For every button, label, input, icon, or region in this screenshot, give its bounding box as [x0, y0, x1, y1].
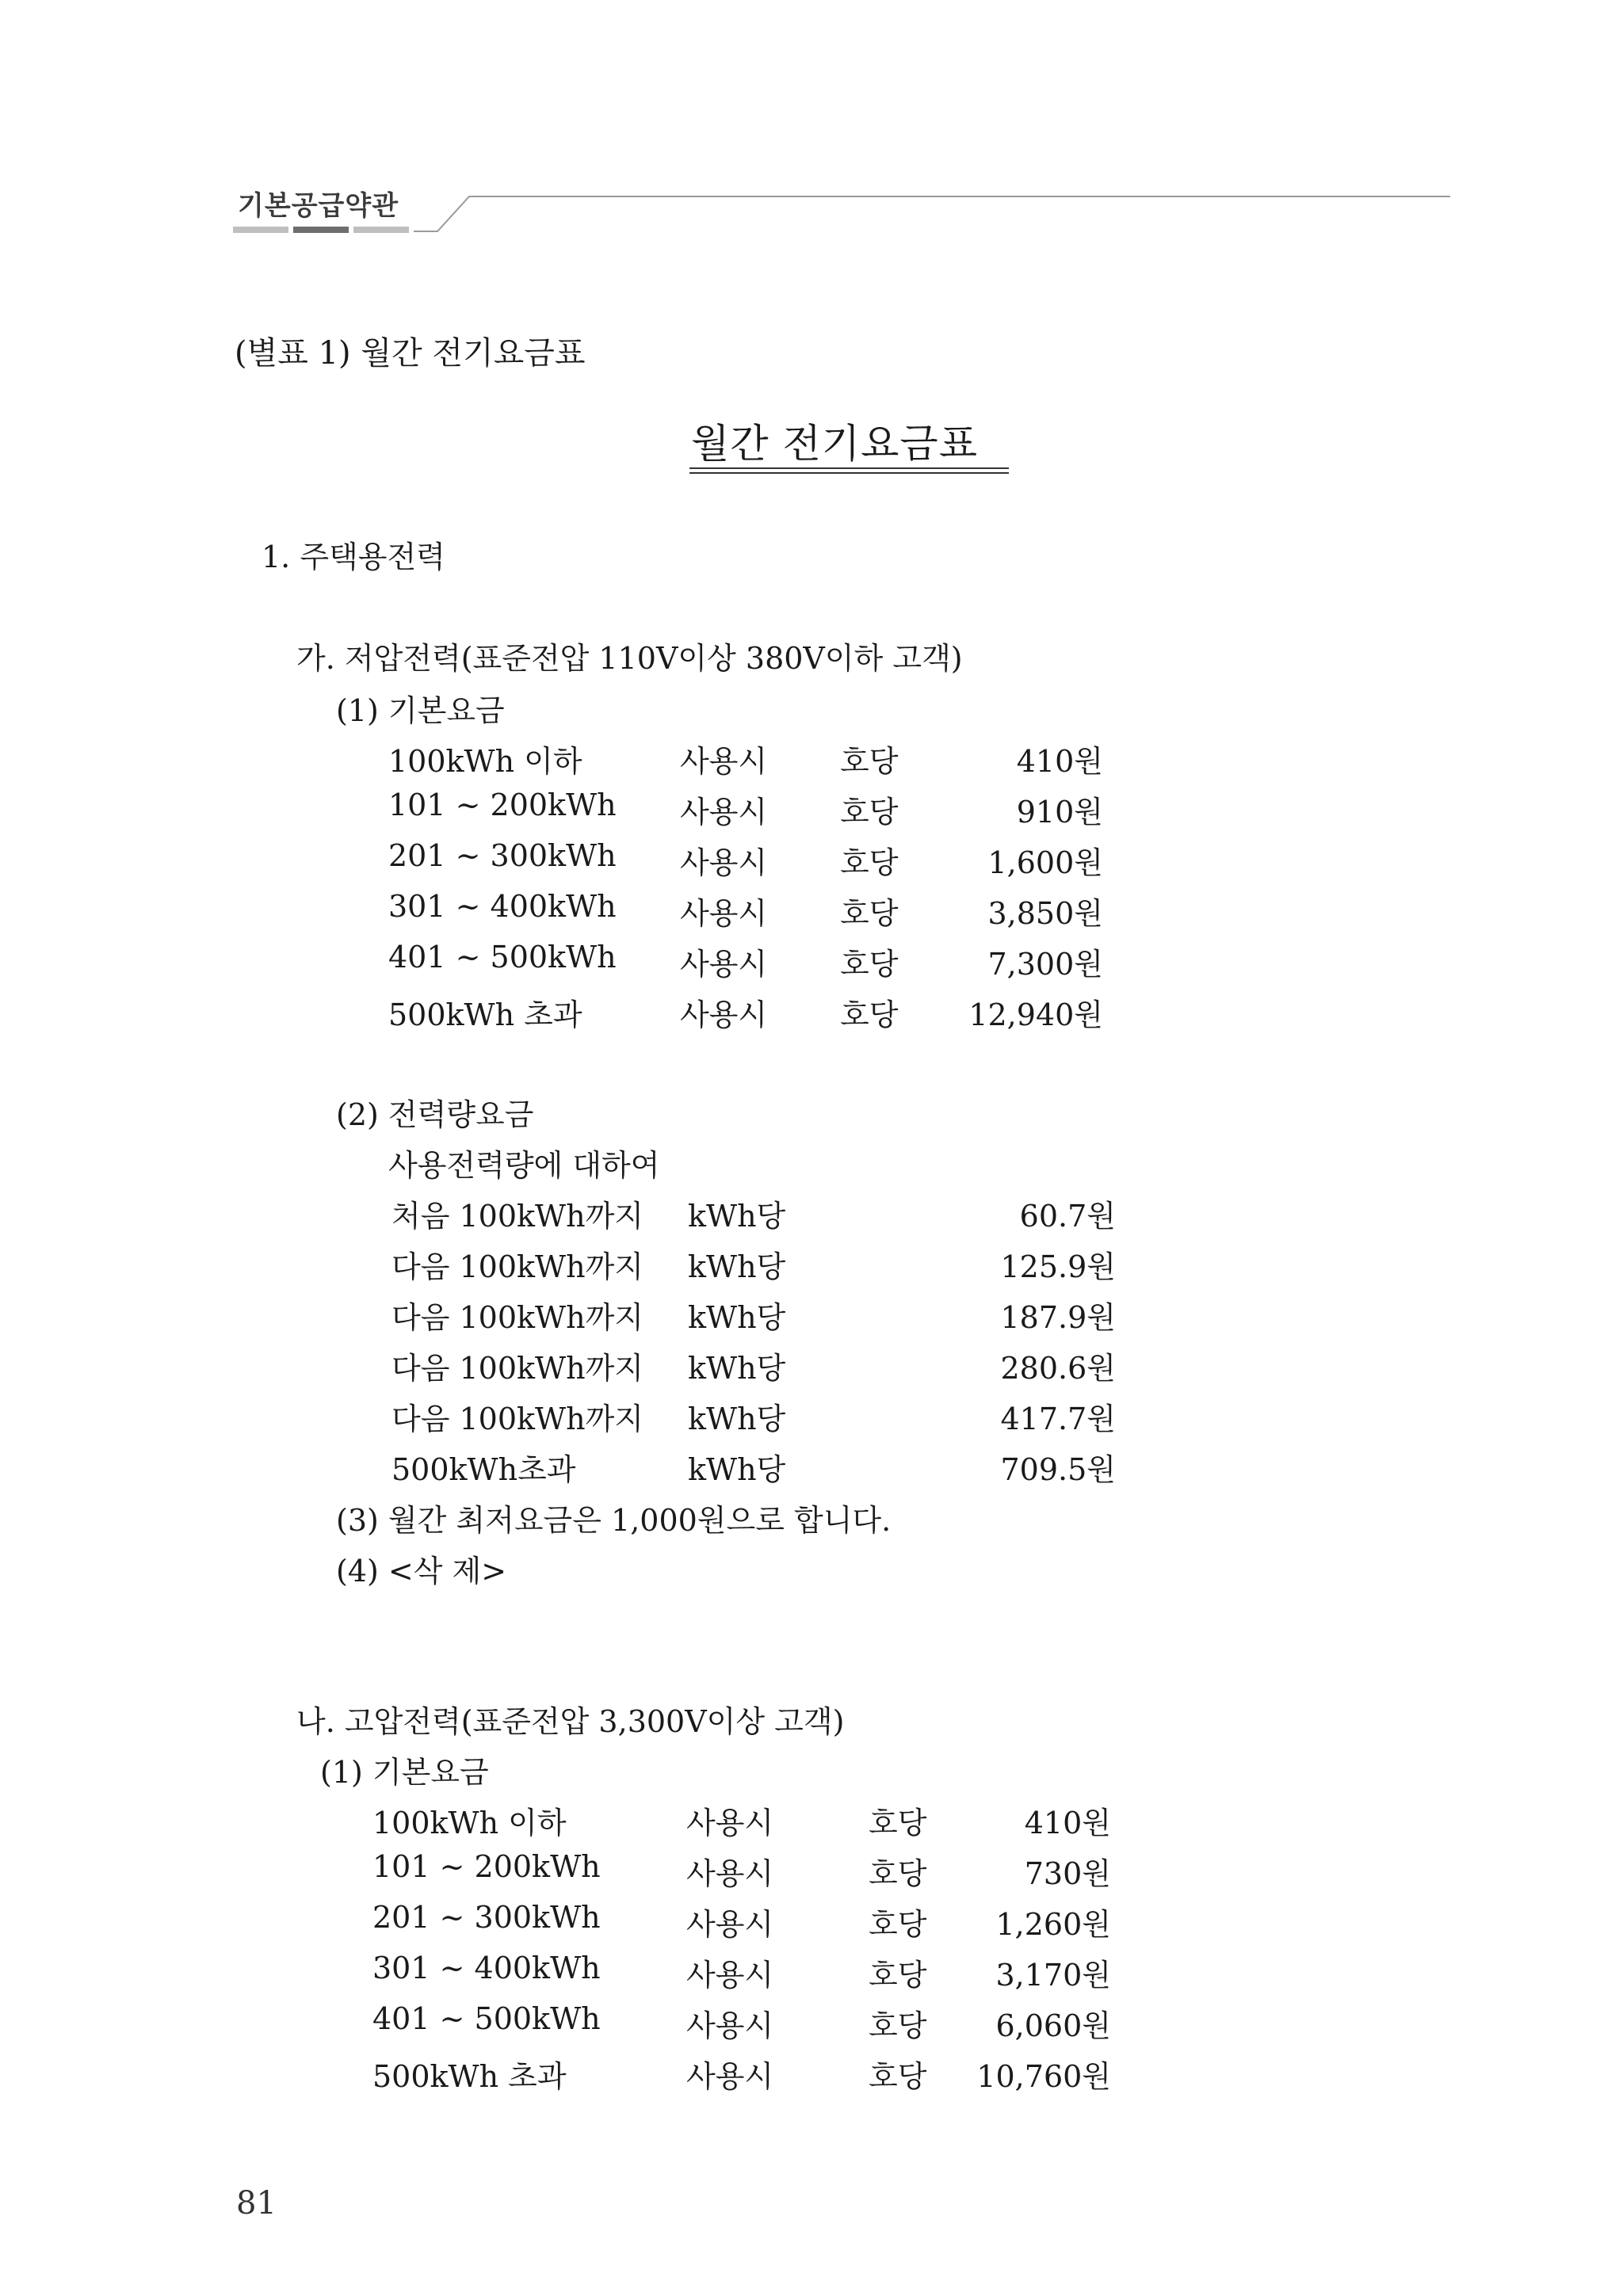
rate-usage: 사용시 — [680, 845, 768, 880]
rate-unit: 호당 — [869, 1856, 927, 1891]
rate-usage: 사용시 — [680, 997, 768, 1032]
rate-unit: 호당 — [840, 744, 899, 779]
rate-range: 201 ~ 300kWh — [388, 838, 617, 873]
energy-price: 60.7원 — [1019, 1199, 1116, 1234]
rate-price: 7,300원 — [987, 947, 1103, 982]
header-tab-bars — [233, 227, 409, 233]
rate-price: 410원 — [1024, 1806, 1111, 1840]
energy-price: 417.7원 — [1000, 1402, 1116, 1436]
rate-price: 6,060원 — [995, 2008, 1111, 2043]
high-voltage-basic-heading: (1) 기본요금 — [320, 1755, 489, 1790]
rate-price: 910원 — [1016, 795, 1103, 830]
energy-unit: kWh당 — [688, 1452, 786, 1487]
header-bar-left — [233, 227, 288, 233]
rate-unit: 호당 — [869, 2008, 927, 2043]
energy-unit: kWh당 — [688, 1402, 786, 1436]
rate-unit: 호당 — [869, 1806, 927, 1840]
low-voltage-energy-subheading: 사용전력량에 대하여 — [388, 1148, 660, 1183]
minimum-charge-note: (3) 월간 최저요금은 1,000원으로 합니다. — [336, 1503, 892, 1538]
main-title: 월간 전기요금표 — [691, 421, 978, 467]
energy-range: 다음 100kWh까지 — [391, 1351, 643, 1386]
energy-price: 280.6원 — [1000, 1351, 1116, 1386]
rate-range: 500kWh 초과 — [372, 2059, 567, 2094]
rate-range: 301 ~ 400kWh — [388, 889, 617, 924]
rate-unit: 호당 — [840, 947, 899, 982]
rate-unit: 호당 — [840, 795, 899, 830]
rate-usage: 사용시 — [680, 744, 768, 779]
rate-usage: 사용시 — [680, 896, 768, 931]
appendix-label: (별표 1) 월간 전기요금표 — [235, 335, 586, 372]
rate-range: 201 ~ 300kWh — [372, 1900, 601, 1935]
low-voltage-energy-heading: (2) 전력량요금 — [336, 1097, 534, 1132]
energy-price: 125.9원 — [1000, 1249, 1116, 1284]
header-rule — [414, 196, 1450, 231]
energy-range: 다음 100kWh까지 — [391, 1300, 643, 1335]
energy-unit: kWh당 — [688, 1351, 786, 1386]
rate-unit: 호당 — [869, 2059, 927, 2094]
rate-range: 101 ~ 200kWh — [372, 1849, 601, 1884]
rate-price: 410원 — [1016, 744, 1103, 779]
rate-usage: 사용시 — [686, 2008, 774, 2043]
rate-unit: 호당 — [840, 845, 899, 880]
rate-range: 401 ~ 500kWh — [388, 940, 617, 974]
rate-price: 1,260원 — [995, 1907, 1111, 1942]
high-voltage-heading: 나. 고압전력(표준전압 3,300V이상 고객) — [296, 1704, 845, 1739]
header-bar-middle — [293, 227, 349, 233]
deleted-clause-note: (4) <삭 제> — [336, 1554, 507, 1589]
rate-range: 500kWh 초과 — [388, 997, 582, 1032]
rate-range: 101 ~ 200kWh — [388, 788, 617, 822]
rate-price: 3,170원 — [995, 1958, 1111, 1993]
section-heading: 1. 주택용전력 — [262, 540, 445, 574]
rate-price: 1,600원 — [987, 845, 1103, 880]
rate-range: 401 ~ 500kWh — [372, 2001, 601, 2036]
header-bar-right — [353, 227, 409, 233]
energy-unit: kWh당 — [688, 1249, 786, 1284]
header-title: 기본공급약관 — [238, 190, 399, 222]
rate-usage: 사용시 — [686, 1958, 774, 1993]
header-decoration — [0, 0, 1623, 254]
energy-price: 187.9원 — [1000, 1300, 1116, 1335]
page-number: 81 — [236, 2185, 277, 2222]
rate-usage: 사용시 — [686, 1806, 774, 1840]
energy-range: 다음 100kWh까지 — [391, 1402, 643, 1436]
rate-unit: 호당 — [869, 1958, 927, 1993]
rate-price: 10,760원 — [976, 2059, 1111, 2094]
title-underline-top — [689, 467, 1009, 469]
rate-range: 100kWh 이하 — [388, 744, 582, 779]
energy-unit: kWh당 — [688, 1199, 786, 1234]
rate-price: 3,850원 — [987, 896, 1103, 931]
rate-range: 100kWh 이하 — [372, 1806, 567, 1840]
rate-usage: 사용시 — [680, 947, 768, 982]
rate-unit: 호당 — [840, 997, 899, 1032]
low-voltage-basic-heading: (1) 기본요금 — [336, 693, 505, 728]
energy-range: 다음 100kWh까지 — [391, 1249, 643, 1284]
energy-range: 500kWh초과 — [391, 1452, 576, 1487]
rate-usage: 사용시 — [680, 795, 768, 830]
rate-usage: 사용시 — [686, 1907, 774, 1942]
title-underline-bottom — [689, 472, 1009, 474]
energy-range: 처음 100kWh까지 — [391, 1199, 643, 1234]
rate-unit: 호당 — [840, 896, 899, 931]
low-voltage-heading: 가. 저압전력(표준전압 110V이상 380V이하 고객) — [296, 641, 963, 676]
rate-usage: 사용시 — [686, 1856, 774, 1891]
rate-usage: 사용시 — [686, 2059, 774, 2094]
rate-range: 301 ~ 400kWh — [372, 1951, 601, 1985]
energy-price: 709.5원 — [1000, 1452, 1116, 1487]
energy-unit: kWh당 — [688, 1300, 786, 1335]
rate-price: 12,940원 — [968, 997, 1103, 1032]
rate-price: 730원 — [1024, 1856, 1111, 1891]
rate-unit: 호당 — [869, 1907, 927, 1942]
